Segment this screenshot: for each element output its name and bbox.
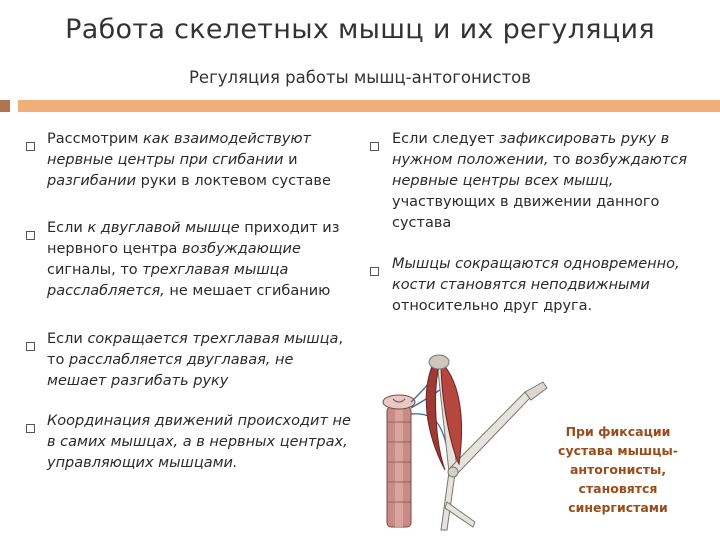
- text-run-italic: Координация движений происходит не в самих мышцах, а в нервных центрах, управляющих мышцами.: [47, 413, 351, 471]
- bullet-icon: [26, 142, 35, 151]
- left-item-3: [47, 329, 352, 392]
- left-item-2: [47, 218, 347, 302]
- text-run-italic: разгибании: [47, 173, 136, 189]
- text-run: Если: [47, 220, 88, 236]
- text-run-italic: трехглавая мышца расслабляется,: [47, 262, 289, 299]
- text-run-italic: расслабляется двуглавая, не мешает разгибать руку: [47, 352, 294, 389]
- page-title: Работа скелетных мышц и их регуляция: [65, 14, 655, 45]
- text-run: , то: [47, 331, 344, 368]
- accent-bar: [18, 100, 720, 112]
- page-subtitle: Регуляция работы мышц-антогонистов: [188, 68, 531, 87]
- left-item-4: [47, 411, 352, 474]
- text-run: участвующих в движении данного сустава: [392, 194, 660, 231]
- right-item-1: [392, 129, 697, 234]
- left-item-1: [47, 129, 347, 192]
- bullet-icon: [370, 142, 379, 151]
- bullet-icon: [370, 267, 379, 276]
- bullet-icon: [26, 231, 35, 240]
- text-run: руки в локтевом суставе: [136, 173, 331, 189]
- bullet-icon: [26, 342, 35, 351]
- text-run-italic: сокращается трехглавая мышца: [87, 331, 339, 347]
- forearm-bone-icon: [451, 392, 530, 474]
- right-item-2: [392, 254, 697, 317]
- text-run-italic: к двуглавой мышце: [87, 220, 240, 236]
- spinal-cord-icon: [383, 395, 415, 527]
- text-run: сигналы, то: [47, 262, 143, 278]
- text-run: не мешает сгибанию: [164, 283, 331, 299]
- arm-muscle-illustration: [375, 352, 555, 537]
- text-run-italic: зафиксировать руку в нужном положении,: [392, 131, 670, 168]
- accent-bar-left: [0, 100, 10, 112]
- fixation-note: При фиксации сустава мышцы-антогонисты, становятся синергистами: [558, 424, 678, 515]
- text-run: Рассмотрим: [47, 131, 144, 147]
- text-run: и: [283, 152, 298, 168]
- text-run-italic: Мышцы сокращаются одновременно, кости становятся неподвижными: [392, 256, 680, 293]
- text-run: то: [548, 152, 575, 168]
- text-run-italic: как взаимодействуют нервные центры при сгибании: [47, 131, 311, 168]
- text-run: приходит из нервного центра: [47, 220, 340, 257]
- lower-bone-icon: [441, 472, 455, 530]
- text-run: Если следует: [392, 131, 500, 147]
- bullet-icon: [26, 424, 35, 433]
- text-run-italic: возбуждающие: [182, 241, 301, 257]
- text-run: Если: [47, 331, 88, 347]
- text-run: относительно друг друга.: [392, 298, 593, 314]
- text-run-italic: возбуждаются нервные центры всех мышц,: [392, 152, 687, 189]
